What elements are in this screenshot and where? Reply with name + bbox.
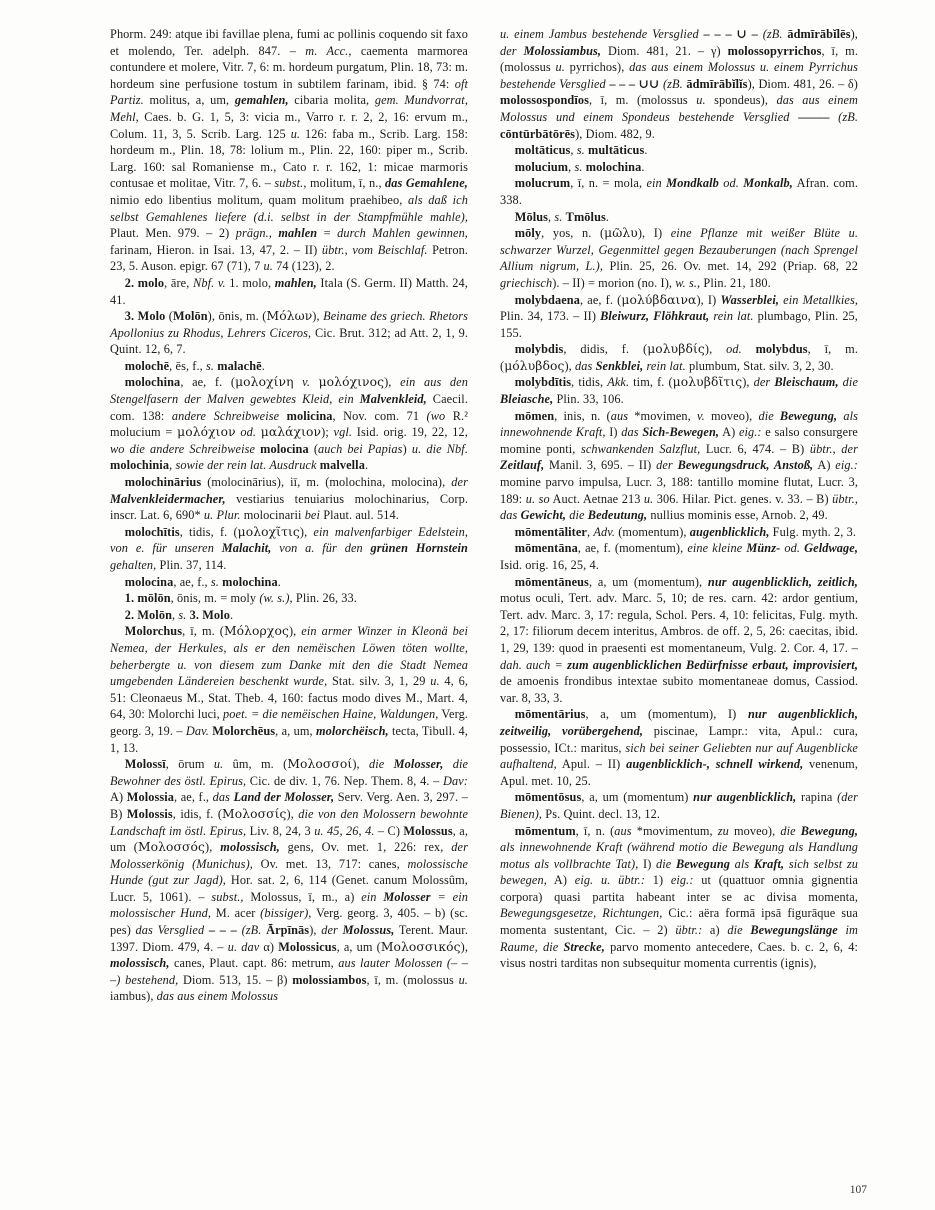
dictionary-entry: u. einem Jambus bestehende Versglied – – – ∪ – (zB. ādmīrābĭlēs), der Molossiambus, Diom. 481, 21. – γ) molossopyrrichos, ī, m. (molossus u. pyrrichos), das aus einem Molossus u. einem Pyrrichus bestehende Versglied – – – ∪∪ (zB. ādmīrābĭlĭs), Diom. 481, 26. – δ) molossospondīos, ī, m. (molossus u. spondeus), das aus einem Molossus und einem Spondeus bestehende Versglied ––––– (zB. cōntūrbātōrēs), Diom. 482, 9. — [500, 27, 859, 141]
dictionary-entry: Phorm. 249: atque ibi favillae plena, fumi ac pollinis coquendo sit faxo et molendo, Ter. adelph. 847. – m. Acc., caementa marmorea contundere et molere, Vitr. 7, 6: m. hordeum purgatum, Plin. 18, 73: m. hordeum sine perfusione tostum in subtilem farinam, ibid. § 74: oft Partiz. molitus, a, um, gemahlen, cibaria molita, gem. Mundvorrat, Mehl, Caes. b. G. 1, 5, 3: vicia m., Varro r. r. 2, 2, 16: ervum m., Colum. 11, 3, 5. Scrib. Larg. 125 u. 126: faba m., Scrib. Larg. 158: hordeum m., Plin. 18, 78: lolium m., Plin. 22, 160: piper m., Scrib. Larg. 160: sal Romaniense m., Cato r. r. 162, 1: micae marmoris contusae et molitae, Vitr. 7, 6. – subst., molitum, ī, n., das Gemahlene, nimio edo libentius molitum, quam molitum praehibeo, als daß ich selbst Gemahlenes liefere (d.i. selbst in der Stampfmühle mahle), Plaut. Men. 979. – 2) prägn., mahlen = durch Mahlen gewinnen, farinam, Hieron. in Isai. 13, 47, 2. – II) übtr., vom Beischlaf. Petron. 23, 5. Auson. epigr. 67 (71), 7 u. 74 (123), 2. — [110, 27, 469, 274]
dictionary-entry: mōmentāna, ae, f. (momentum), eine kleine Münz- od. Geldwage, Isid. orig. 16, 25, 4. — [500, 541, 858, 572]
dictionary-entry: moltāticus, s. multāticus. — [514, 143, 648, 158]
dictionary-entry: mōmentum, ī, n. (aus *movimentum, zu moveo), die Bewegung, als innewohnende Kraft (während motio die Bewegung als Handlung motus als vollbrachte Tat), I) die Bewegung als Kraft, sich selbst zu bewegen, A) eig. u. übtr.: 1) eig.: ut (quattuor omnia gignentia corpora) quasi partita habeant inter se ac divisa momenta, Bewegungsgesetze, Richtungen, Cic.: aëra formā ipsā figurāque sua momenta sustentant, Cic. – 2) übtr.: a) die Bewegungslänge im Raume, die Strecke, parvo momento antecedere, Caes. b. c. 2, 6, 4: visus nostri tarditas non subsequitur momenta currentis (ignis), — [500, 823, 859, 971]
dictionary-entry: 1. mōlōn, ōnis, m. = moly (w. s.), Plin. 26, 33. — [124, 591, 357, 606]
dictionary-entry: molybdis, didis, f. (μολυβδίς), od. molybdus, ī, m. (μόλυβδος), das Senkblei, rein lat. plumbum, Stat. silv. 3, 2, 30. — [500, 342, 858, 373]
dictionary-entry: molybdaena, ae, f. (μολύβδαινα), I) Wasserblei, ein Metallkies, Plin. 34, 173. – II) Bleiwurz, Flöhkraut, rein lat. plumbago, Plin. 25, 155. — [500, 292, 859, 340]
dictionary-entry: 2. molo, āre, Nbf. v. 1. molo, mahlen, Itala (S. Germ. II) Matth. 24, 41. — [110, 275, 468, 307]
dictionary-entry: molochinārius (molocinārius), iī, m. (molochina, molocina), der Malvenkleidermacher, vestiarius tenuiarius molochinarius, Corp. inscr. Lat. 6, 690* u. Plur. molocinarii bei Plaut. aul. 514. — [110, 475, 468, 523]
dictionary-entry: 3. Molo (Molōn), ōnis, m. (Μόλων), Beiname des griech. Rhetors Apollonius zu Rhodus, Lehrers Ciceros, Cic. Brut. 312; ad Att. 2, 1, 9. Quint. 12, 6, 7. — [110, 309, 469, 357]
left-column — [110, 26, 468, 1005]
dictionary-entry: mōmentāneus, a, um (momentum), nur augenblicklich, zeitlich, motus oculi, Tert. adv. Marc. 5, 10; de res. carn. 42: ardor gentium, Tert. adv. Marc. 3, 17: regula, Schol. Pers. 4, 10: felicitas, Fulg. myth. 2, 17: filiorum decem interitus, Ambros. de off. 2, 5, 26: caecitas, ibid. 1, 29, 139: quod in praesenti est momentaneum, Vulg. 2. Cor. 4, 17. – dah. auch = zum augenblicklichen Bedürfnisse erbaut, improvisiert, de amoenis frondibus intextae subito momentaneae domus, Cassiod. var. 8, 33, 3. — [500, 574, 858, 705]
dictionary-entry: molochina, ae, f. (μολοχίνη v. μολόχινος), ein aus den Stengelfasern der Malven gewebtes Kleid, ein Malvenkleid, Caecil. com. 138: andere Schreibweise molicina, Nov. com. 71 (wo R.² molucium = μολόχιον od. μαλάχιον); vgl. Isid. orig. 19, 22, 12, wo die andere Schreibweise molocina (auch bei Papias) u. die Nbf. molochinia, sowie der rein lat. Ausdruck malvella. — [110, 375, 468, 473]
right-column — [500, 26, 858, 1005]
dictionary-entry: mōmen, inis, n. (aus *movimen, v. moveo), die Bewegung, als innewohnende Kraft, I) das Sich-Bewegen, A) eig.: e salso consurgere momine ponti, schwankenden Salzflut, Lucr. 6, 474. – B) übtr., der Zeitlauf, Manil. 3, 695. – II) der Bewegungsdruck, Anstoß, A) eig.: momine parvo impulsa, Lucr. 3, 188: tantillo momine flutat, Lucr. 3, 189: u. so Auct. Aetnae 213 u. 306. Hilar. Pict. genes. v. 33. – B) übtr., das Gewicht, die Bedeutung, nullius mominis esse, Arnob. 2, 49. — [500, 408, 859, 523]
dictionary-entry: Molorchus, ī, m. (Μόλορχος), ein armer Winzer in Kleonä bei Nemea, der Herkules, als er den nemëischen Löwen töten wollte, beherbergte u. von diesem zum Danke mit den die Stadt Nemea umgebenden Ländereien beschenkt wurde, Stat. silv. 3, 1, 29 u. 4, 6, 51: Cleonaeus M., Stat. Theb. 4, 160: factus modo dives M., Mart. 4, 64, 30: Molorchi luci, poet. = die nemëischen Haine, Waldungen, Verg. georg. 3, 19. – Dav. Molorchēus, a, um, molorchëisch, tecta, Tibull. 4, 1, 13. — [110, 624, 469, 755]
dictionary-entry: molucium, s. molochina. — [514, 159, 645, 174]
dictionary-entry: molochītis, tidis, f. (μολοχῖτις), ein malvenfarbiger Edelstein, von e. für unseren Malachit, von a. für den grünen Hornstein gehalten, Plin. 37, 114. — [110, 524, 468, 572]
dictionary-entry: mōly, yos, n. (μῶλυ), I) eine Pflanze mit weißer Blüte u. schwarzer Wurzel, Gegenmittel gegen Bezauberungen (nach Sprengel Allium nigrum, L.), Plin. 25, 26. Ov. met. 14, 292 (Priap. 68, 22 griechisch). – II) = morion (no. I), w. s., Plin. 21, 180. — [500, 226, 858, 290]
dictionary-entry: mōmentārius, a, um (momentum), I) nur augenblicklich, zeitweilig, vorübergehend, piscinae, Lampr.: vita, Apul.: cura, possessio, ICt.: maritus, sich bei seiner Geliebten nur auf Augenblicke aufhaltend, Apul. – II) augenblicklich-, schnell wirkend, venenum, Apul. met. 10, 25. — [500, 707, 858, 788]
dictionary-entry: molocina, ae, f., s. molochina. — [124, 574, 281, 589]
dictionary-entry: mōmentāliter, Adv. (momentum), augenblicklich, Fulg. myth. 2, 3. — [514, 524, 857, 539]
dictionary-entry: mōmentōsus, a, um (momentum) nur augenblicklich, rapina (der Bienen), Ps. Quint. decl. 13, 12. — [500, 790, 858, 821]
dictionary-entry: 2. Molōn, s. 3. Molo. — [124, 607, 234, 622]
dictionary-entry: molucrum, ī, n. = mola, ein Mondkalb od. Monkalb, Afran. com. 338. — [500, 176, 859, 207]
dictionary-entry: Molossī, ōrum u. ûm, m. (Μολοσσοί), die Molosser, die Bewohner des östl. Epirus, Cic. de div. 1, 76. Nep. Them. 8, 4. – Dav: A) Molossia, ae, f., das Land der Molosser, Serv. Verg. Aen. 3, 297. – B) Molossis, idis, f. (Μολοσσίς), die von den Molossern bewohnte Landschaft im östl. Epirus, Liv. 8, 24, 3 u. 45, 26, 4. – C) Molossus, a, um (Μολοσσός), molossisch, gens, Ov. met. 1, 226: rex, der Molosserkönig (Munichus), Ov. met. 13, 717: canes, molossische Hunde (gut zur Jagd), Hor. sat. 2, 6, 114 (Genet. canum Molossûm, Lucr. 5, 1061). – subst., Molossus, ī, m., a) ein Molosser = ein molossischer Hund, M. acer (bissiger), Verg. georg. 3, 405. – b) (sc. pes) das Versglied – – – (zB. Ārpīnās), der Molossus, Terent. Maur. 1397. Diom. 479, 4. – u. dav α) Molossicus, a, um (Μολοσσικός), molossisch, canes, Plaut. capt. 86: metrum, aus lauter Molossen (– – –) bestehend, Diom. 513, 15. – β) molossiambos, ī, m. (molossus u. iambus), das aus einem Molossus — [110, 757, 469, 1004]
dictionary-entry: molybdītis, tidis, Akk. tim, f. (μολυβδῖτις), der Bleischaum, die Bleiasche, Plin. 33, 106. — [500, 375, 858, 407]
dictionary-entry: molochē, ēs, f., s. malachē. — [124, 358, 265, 373]
page-number: 107 — [849, 1184, 867, 1196]
dictionary-entry: Mōlus, s. Tmōlus. — [514, 209, 610, 224]
